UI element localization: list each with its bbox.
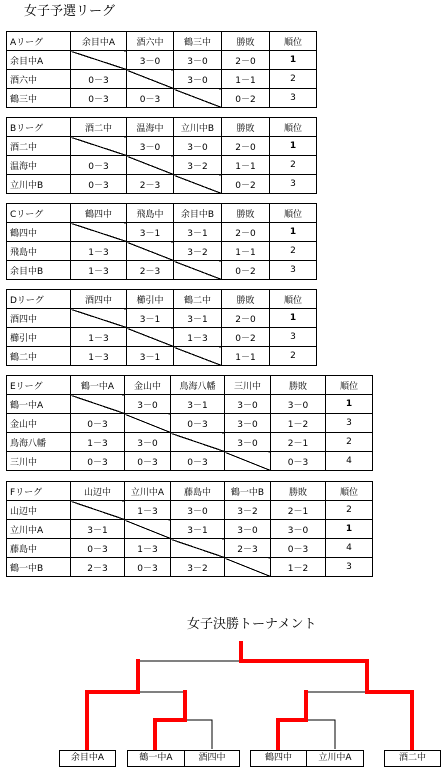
league-name: Eリーグ — [7, 376, 71, 395]
score-cell: 2－3 — [127, 175, 174, 194]
team-name: 藤島中 — [7, 539, 71, 558]
score-cell: 0－3 — [171, 414, 225, 433]
column-header: 鶴三中 — [174, 32, 222, 51]
score-cell: 3－2 — [171, 558, 225, 577]
rank-cell: 1 — [326, 395, 373, 414]
score-cell: 3－0 — [225, 433, 271, 452]
team-name: 酒二中 — [7, 137, 71, 156]
column-header: 鳥海八幡 — [171, 376, 225, 395]
team-name: 鶴一中B — [7, 558, 71, 577]
column-header: 勝敗 — [222, 290, 270, 309]
rank-cell: 2 — [270, 70, 317, 89]
score-cell: 3－0 — [125, 395, 171, 414]
rank-cell: 1 — [326, 520, 373, 539]
league-name: Bリーグ — [7, 118, 71, 137]
winner-path-yoneme — [87, 661, 138, 749]
score-cell: 3－1 — [174, 223, 222, 242]
score-cell: 0－3 — [71, 156, 127, 175]
win-loss-cell: 0－3 — [271, 539, 326, 558]
score-cell: 3－0 — [125, 433, 171, 452]
column-header: 酒二中 — [71, 118, 127, 137]
score-cell: 0－3 — [71, 89, 127, 108]
rank-cell: 2 — [270, 242, 317, 261]
win-loss-cell: 2－0 — [222, 309, 270, 328]
league-name: Aリーグ — [7, 32, 71, 51]
score-cell: 3－1 — [174, 309, 222, 328]
column-header: 余目中B — [174, 204, 222, 223]
score-cell: 3－0 — [225, 520, 271, 539]
team-name: 櫛引中 — [7, 328, 71, 347]
rank-cell: 1 — [270, 51, 317, 70]
column-header: 酒六中 — [127, 32, 174, 51]
rank-cell: 3 — [270, 261, 317, 280]
team-box-sakata4: 酒四中 — [184, 750, 240, 767]
score-cell: 3－0 — [225, 395, 271, 414]
team-name: 鶴二中 — [7, 347, 71, 366]
score-cell: 0－3 — [171, 452, 225, 471]
column-header: 勝敗 — [222, 204, 270, 223]
win-loss-cell: 3－0 — [271, 395, 326, 414]
score-cell: 3－0 — [127, 137, 174, 156]
column-header: 飛島中 — [127, 204, 174, 223]
score-cell: 3－0 — [174, 137, 222, 156]
win-loss-cell: 0－2 — [222, 261, 270, 280]
score-cell: 0－3 — [125, 452, 171, 471]
winner-path-sakata2 — [241, 643, 412, 749]
win-loss-cell: 2－0 — [222, 51, 270, 70]
win-loss-cell: 2－1 — [271, 433, 326, 452]
column-header: 鶴四中 — [71, 204, 127, 223]
column-header: 順位 — [270, 204, 317, 223]
win-loss-cell: 1－1 — [222, 347, 270, 366]
rank-cell: 2 — [270, 347, 317, 366]
rank-cell: 3 — [326, 414, 373, 433]
team-name: 余目中B — [7, 261, 71, 280]
rank-cell: 3 — [270, 89, 317, 108]
column-header: 勝敗 — [222, 32, 270, 51]
bracket-lines — [87, 661, 412, 749]
winner-path-tsuru1 — [155, 692, 185, 749]
rank-cell: 4 — [326, 539, 373, 558]
score-cell: 0－3 — [125, 558, 171, 577]
team-box-sakata2: 酒二中 — [384, 750, 441, 767]
team-box-tsuru4: 鶴四中 — [250, 750, 307, 767]
score-cell: 2－3 — [71, 558, 125, 577]
score-cell: 0－3 — [71, 70, 127, 89]
score-cell: 1－3 — [71, 347, 127, 366]
win-loss-cell: 2－0 — [222, 223, 270, 242]
score-cell: 1－3 — [174, 328, 222, 347]
score-cell: 3－0 — [127, 51, 174, 70]
score-cell: 0－3 — [71, 414, 125, 433]
rank-cell: 3 — [270, 328, 317, 347]
team-name: 立川中B — [7, 175, 71, 194]
winner-path-tsuru4 — [278, 692, 306, 749]
rank-cell: 4 — [326, 452, 373, 471]
win-loss-cell: 1－2 — [271, 558, 326, 577]
score-cell: 3－0 — [174, 51, 222, 70]
score-cell: 3－1 — [171, 520, 225, 539]
column-header: 勝敗 — [271, 376, 326, 395]
team-name: 金山中 — [7, 414, 71, 433]
score-cell: 1－3 — [125, 539, 171, 558]
win-loss-cell: 2－1 — [271, 501, 326, 520]
team-name: 鳥海八幡 — [7, 433, 71, 452]
bracket-line-left-qf — [155, 720, 212, 749]
team-name: 立川中A — [7, 520, 71, 539]
column-header: 藤島中 — [171, 482, 225, 501]
page-title: 女子予選リーグ — [24, 4, 116, 19]
column-header: 温海中 — [127, 118, 174, 137]
rank-cell: 2 — [270, 156, 317, 175]
rank-cell: 1 — [270, 223, 317, 242]
bracket-line-right-qf — [278, 720, 335, 749]
column-header: 順位 — [270, 118, 317, 137]
team-name: 余目中A — [7, 51, 71, 70]
rank-cell: 2 — [326, 433, 373, 452]
score-cell: 0－3 — [71, 539, 125, 558]
winner-path-lines — [87, 643, 412, 749]
team-name: 飛島中 — [7, 242, 71, 261]
win-loss-cell: 1－1 — [222, 242, 270, 261]
score-cell: 3－0 — [174, 70, 222, 89]
win-loss-cell: 1－2 — [271, 414, 326, 433]
team-name: 鶴四中 — [7, 223, 71, 242]
score-cell: 1－3 — [71, 433, 125, 452]
league-name: Dリーグ — [7, 290, 71, 309]
rank-cell: 1 — [270, 137, 317, 156]
score-cell: 1－3 — [71, 328, 127, 347]
team-name: 鶴一中A — [7, 395, 71, 414]
team-box-tsuru1a: 鶴一中A — [127, 750, 185, 767]
rank-cell: 3 — [326, 558, 373, 577]
bracket-line-final — [138, 661, 367, 692]
tournament-title: 女子決勝トーナメント — [187, 617, 317, 632]
score-cell: 3－0 — [225, 414, 271, 433]
score-cell: 3－1 — [127, 347, 174, 366]
team-name: 山辺中 — [7, 501, 71, 520]
score-cell: 1－3 — [125, 501, 171, 520]
score-cell: 3－0 — [171, 501, 225, 520]
score-cell: 0－3 — [71, 452, 125, 471]
rank-cell: 3 — [270, 175, 317, 194]
team-name: 酒四中 — [7, 309, 71, 328]
column-header: 鶴一中A — [71, 376, 125, 395]
score-cell: 3－2 — [174, 242, 222, 261]
column-header: 勝敗 — [271, 482, 326, 501]
column-header: 金山中 — [125, 376, 171, 395]
score-cell: 0－3 — [127, 89, 174, 108]
column-header: 櫛引中 — [127, 290, 174, 309]
win-loss-cell: 0－2 — [222, 89, 270, 108]
column-header: 鶴二中 — [174, 290, 222, 309]
column-header: 立川中B — [174, 118, 222, 137]
column-header: 余目中A — [71, 32, 127, 51]
team-box-yonemea: 余目中A — [59, 750, 116, 767]
league-name: Fリーグ — [7, 482, 71, 501]
column-header: 勝敗 — [222, 118, 270, 137]
column-header: 順位 — [270, 290, 317, 309]
score-cell: 3－1 — [71, 520, 125, 539]
win-loss-cell: 3－0 — [271, 520, 326, 539]
score-cell: 3－2 — [225, 501, 271, 520]
score-cell: 1－3 — [71, 242, 127, 261]
score-cell: 2－3 — [127, 261, 174, 280]
score-cell: 2－3 — [225, 539, 271, 558]
column-header: 順位 — [270, 32, 317, 51]
column-header: 順位 — [326, 376, 373, 395]
win-loss-cell: 0－2 — [222, 328, 270, 347]
column-header: 山辺中 — [71, 482, 125, 501]
team-name: 三川中 — [7, 452, 71, 471]
league-name: Cリーグ — [7, 204, 71, 223]
score-cell: 1－3 — [71, 261, 127, 280]
team-name: 温海中 — [7, 156, 71, 175]
team-name: 酒六中 — [7, 70, 71, 89]
column-header: 順位 — [326, 482, 373, 501]
score-cell: 3－1 — [171, 395, 225, 414]
score-cell: 3－1 — [127, 223, 174, 242]
column-header: 立川中A — [125, 482, 171, 501]
rank-cell: 2 — [326, 501, 373, 520]
column-header: 酒四中 — [71, 290, 127, 309]
win-loss-cell: 1－1 — [222, 70, 270, 89]
win-loss-cell: 1－1 — [222, 156, 270, 175]
team-box-tachikawaa: 立川中A — [306, 750, 364, 767]
column-header: 三川中 — [225, 376, 271, 395]
team-name: 鶴三中 — [7, 89, 71, 108]
score-cell: 0－3 — [71, 175, 127, 194]
score-cell: 3－2 — [174, 156, 222, 175]
score-cell: 3－1 — [127, 309, 174, 328]
rank-cell: 1 — [270, 309, 317, 328]
column-header: 鶴一中B — [225, 482, 271, 501]
win-loss-cell: 0－2 — [222, 175, 270, 194]
win-loss-cell: 0－3 — [271, 452, 326, 471]
win-loss-cell: 2－0 — [222, 137, 270, 156]
